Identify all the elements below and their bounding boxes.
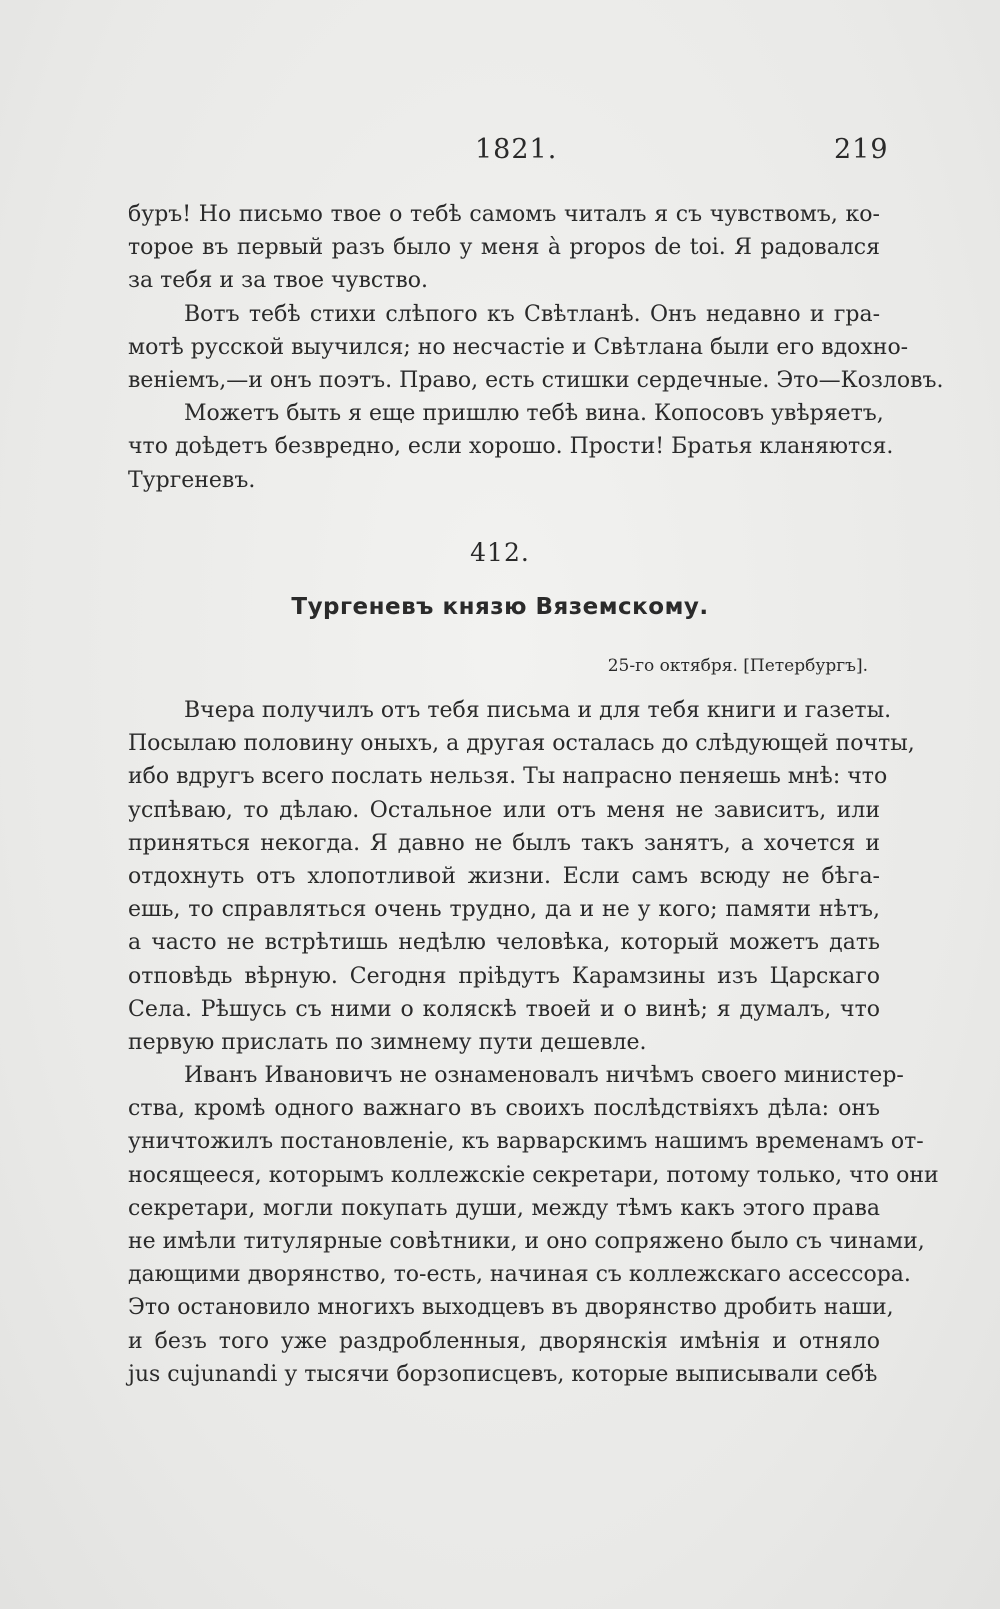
letter-dateline: 25-го октября. [Петербургъ]. [607,656,868,676]
text-line: веніемъ,—и онъ поэтъ. Право, есть стишки сердечные. Это—Козловъ. [128,367,944,393]
letter-number: 412. [470,538,530,567]
text-line: а часто не встрѣтишь недѣлю человѣка, который можетъ дать [128,930,880,956]
text-line: Вотъ тебѣ стихи слѣпого къ Свѣтланѣ. Онъ недавно и гра- [184,301,880,327]
running-header [0,134,1000,174]
text-line: Иванъ Ивановичъ не ознаменовалъ ничѣмъ своего министер- [184,1063,904,1089]
text-line: Это остановило многихъ выходцевъ въ дворянство дробить наши, [128,1295,894,1321]
text-block-top [128,198,944,497]
page-number: 219 [834,134,889,165]
text-line: приняться некогда. Я давно не былъ такъ занятъ, а хочется и [128,830,880,856]
text-line: отдохнуть отъ хлопотливой жизни. Если самъ всюду не бѣга- [128,863,880,889]
text-line: Тургеневъ. [128,467,256,493]
text-line: торое въ первый разъ было у меня à propos de toi. Я радовался [128,235,880,261]
paragraph [128,1059,939,1391]
text-line: отповѣдь вѣрную. Сегодня пріѣдутъ Карамзины изъ Царскаго [128,963,880,989]
letter-title: Тургеневъ князю Вяземскому. [291,594,709,620]
text-line: ства, кромѣ одного важнаго въ своихъ послѣдствіяхъ дѣла: онъ [128,1096,880,1122]
text-line: ешь, то справляться очень трудно, да и не у кого; памяти нѣтъ, [128,897,880,923]
text-line: не имѣли титулярные совѣтники, и оно сопряжено было съ чинами, [128,1229,925,1254]
text-line: Вчера получилъ отъ тебя письма и для тебя книги и газеты. [184,698,892,723]
text-line: jus cujunandi у тысячи борзописцевъ, которые выписывали себѣ [128,1361,878,1387]
text-line: уничтожилъ постановленіе, къ варварскимъ нашимъ временамъ от- [128,1129,924,1155]
paragraph [128,694,915,1059]
text-line: успѣваю, то дѣлаю. Остальное или отъ меня не зависитъ, или [128,797,880,823]
text-line: Села. Рѣшусь съ ними о коляскѣ твоей и о винѣ; я думалъ, что [128,996,880,1022]
text-line: ибо вдругъ всего послать нельзя. Ты напрасно пеняешь мнѣ: что [128,764,888,790]
text-line: Можетъ быть я еще пришлю тебѣ вина. Копосовъ увѣряетъ, [184,401,884,427]
text-line: что доѣдетъ безвредно, если хорошо. Прости! Братья кланяются. [128,434,894,460]
text-line: Посылаю половину оныхъ, а другая осталась до слѣдующей почты, [128,731,915,757]
paragraph [128,198,880,298]
text-line: за тебя и за твое чувство. [128,268,428,294]
text-line: секретари, могли покупать души, между тѣмъ какъ этого права [128,1195,880,1221]
paragraph [128,397,894,497]
text-line: буръ! Но письмо твое о тебѣ самомъ читалъ я съ чувствомъ, ко- [128,202,880,227]
text-line: первую прислать по зимнему пути дешевле. [128,1029,647,1055]
text-line: мотѣ русской выучился; но несчастіе и Свѣтлана были его вдохно- [128,334,909,360]
text-line: дающими дворянство, то-есть, начиная съ коллежскаго ассессора. [128,1262,911,1288]
header-year: 1821. [475,134,558,165]
text-line: носящееся, которымъ коллежскіе секретари, потому только, что они [128,1162,939,1188]
text-block-bottom [128,694,939,1391]
paragraph [128,298,944,398]
text-line: и безъ того уже раздробленныя, дворянскія имѣнія и отняло [128,1328,880,1354]
